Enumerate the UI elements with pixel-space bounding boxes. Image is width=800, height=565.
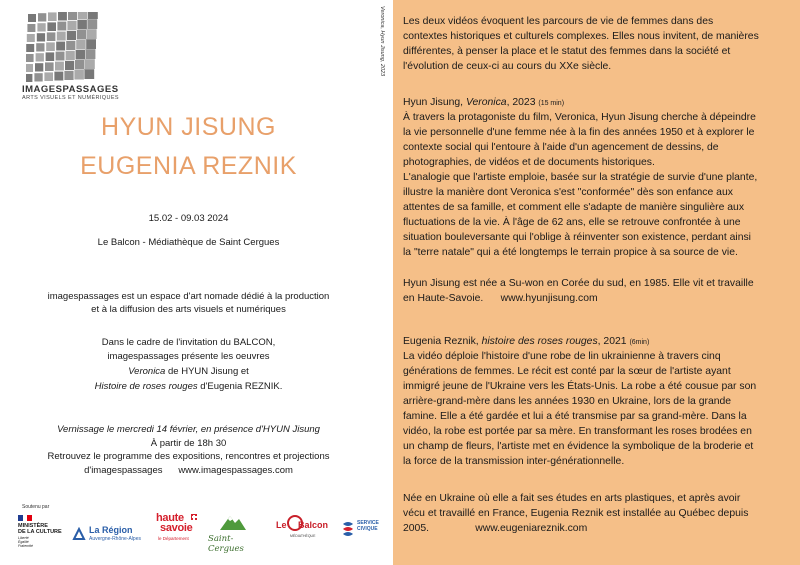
intro-line: contextes historiques et culturels complexes. Elles nous invitent, de manières — [403, 31, 759, 42]
intro-line: différentes, à penser la place et le statut des femmes dans la société et — [403, 46, 731, 57]
le-balcon-logo: Le Balcon MÉDIATHÈQUE — [276, 514, 336, 550]
service-civique-icon — [342, 520, 354, 538]
logo-grid-square — [47, 22, 56, 31]
intro-line: Les deux vidéos évoquent les parcours de vie de femmes dans des — [403, 16, 714, 27]
intro-line-2: et à la diffusion des arts visuels et numériques — [91, 304, 286, 315]
logo-grid-square — [36, 53, 44, 61]
logo-grid-square — [77, 30, 87, 40]
intro-line: l'évolution de ceux-ci au cours du XXe siècle. — [403, 61, 612, 72]
logo-grid-square — [64, 71, 73, 80]
logo-grid-square — [48, 12, 57, 21]
logo-grid-square — [37, 23, 45, 31]
logo-grid-square — [76, 40, 86, 50]
work1-text-line: L'analogie que l'artiste emploie, basée sur la stratégie de survie d'une plante, — [403, 172, 758, 183]
work1-text-line: attentes de sa famille, et comment elle s'adapte de manière singulière aux — [403, 202, 745, 213]
imagespassages-logo-icon — [26, 12, 98, 84]
logo-tagline: ARTS VISUELS ET NUMÉRIQUES — [22, 95, 119, 101]
logo-grid-square — [26, 74, 32, 82]
logo-grid-square — [87, 29, 97, 39]
logo-grid-square — [58, 12, 67, 21]
right-intro — [403, 14, 785, 74]
saint-cergues-logo: Saint-Cergues — [206, 512, 262, 552]
bio2-line: Née en Ukraine où elle a fait ses études en arts plastiques, et après avoir — [403, 493, 741, 504]
work1-text-line: illustre la manière dont Veronica s'est "conformée" dès son enfance aux — [403, 187, 733, 198]
logo-grid-square — [35, 63, 43, 71]
logo-grid-square — [88, 12, 98, 19]
logo-grid-square — [75, 60, 85, 70]
logo-grid-square — [46, 52, 55, 61]
exhibition-venue: Le Balcon - Médiathèque de Saint Cergues — [97, 237, 280, 248]
work2-description — [403, 349, 785, 469]
haute-savoie-logo: haute savoie le Département — [156, 512, 202, 552]
left-page — [0, 0, 377, 565]
logo-grid-square — [26, 64, 33, 72]
logo-grid-square — [45, 62, 54, 71]
work2-heading: Eugenia Reznik, histoire des roses rouges, 2021 (6min) — [403, 336, 650, 347]
work2-text-line: immigré jeune de l'Ukraine vers les États-Unis. La robe a été cousue par son — [403, 381, 757, 392]
logo-grid-square — [34, 73, 42, 81]
logo-grid-square — [46, 42, 55, 51]
work2-text-line: famine. Elle a été gardée et lui a été transmise par sa grand-mère. Dans la — [403, 411, 747, 422]
logo-grid-square — [57, 32, 66, 41]
logo-grid-square — [57, 22, 66, 31]
artist-title-1: HYUN JISUNG — [101, 113, 276, 141]
logo-grid-square — [66, 41, 75, 50]
logo-grid-square — [36, 43, 44, 51]
logo-grid-square — [68, 12, 77, 20]
logo-grid-square — [65, 61, 74, 70]
french-flag-icon — [18, 515, 32, 521]
logo-grid-square — [56, 52, 65, 61]
logo-grid-square — [84, 69, 94, 79]
logo-grid-square — [37, 33, 45, 41]
work-title-veronica: Veronica — [128, 366, 166, 377]
logo-grid-square — [67, 21, 76, 30]
logo-grid-square — [38, 13, 46, 21]
logo-grid-square — [47, 32, 56, 41]
presentation-line-1: Dans le cadre de l'invitation du BALCON, — [101, 337, 276, 348]
intro-line-1: imagespassages est un espace d'art nomade dédié à la production — [47, 291, 330, 302]
savoie-cross-icon — [191, 514, 197, 520]
program-line-2: d'imagespassages www.imagespassages.com — [84, 465, 293, 476]
logo-grid-square — [66, 51, 75, 60]
work1-text-line: fluctuations de la vie. À l'âge de 62 ans, elle se retrouve confrontée à une — [403, 217, 741, 228]
mountain-icon — [218, 512, 248, 532]
work1-text-line: contexte social qui l'entoure à l'aide d'un agencement de dessins, de — [403, 142, 719, 153]
logo-grid-square — [28, 14, 36, 22]
bio2-line: 2005. www.eugeniareznik.com — [403, 523, 588, 534]
logo-grid-square — [78, 12, 88, 20]
logo-grid-square — [85, 59, 95, 69]
logo-grid-square — [54, 72, 63, 81]
ministere-culture-logo: MINISTÈRE DE LA CULTURE Liberté Égalité Fraternité — [18, 515, 66, 559]
program-line-1: Retrouvez le programme des expositions, rencontres et projections — [47, 451, 330, 462]
artist2-bio — [403, 491, 785, 536]
logo-grid-square — [76, 50, 86, 60]
logo-grid-square — [55, 62, 64, 71]
work-title-roses: Histoire de roses rouges — [94, 381, 198, 392]
artist-title-2: EUGENIA REZNIK — [80, 152, 297, 180]
artist1-bio — [403, 276, 785, 306]
logo-grid-square — [86, 49, 96, 59]
work1-description — [403, 110, 785, 260]
logo-grid-square — [26, 54, 34, 62]
exhibition-dates: 15.02 - 09.03 2024 — [148, 213, 229, 224]
logo-grid-square — [74, 70, 84, 80]
work1-text-line: À travers la protagoniste du film, Veronica, Hyun Jisung cherche à dépeindre — [403, 112, 756, 123]
logo-grid-square — [87, 19, 97, 29]
logo-grid-square — [67, 31, 76, 40]
bio2-line: vécu et travaillé en France, Eugenia Reznik est installée au Québec depuis — [403, 508, 749, 519]
logo-grid-square — [27, 34, 35, 42]
sponsors-label: Soutenu par — [22, 504, 50, 510]
logo-grid-square — [56, 42, 65, 51]
work1-heading: Hyun Jisung, Veronica, 2023 (15 min) — [403, 97, 565, 108]
logo-grid-square — [77, 20, 87, 30]
vernissage-time: À partir de 18h 30 — [150, 438, 227, 449]
region-aura-logo: La Région Auvergne-Rhône-Alpes — [72, 525, 152, 549]
presentation-line-3: Veronica de HYUN Jisung et — [128, 366, 249, 377]
work1-text-line: photographies, de vidéos et de documents historiques. — [403, 157, 655, 168]
logo-grid-square — [26, 44, 34, 52]
presentation-line-2: imagespassages présente les oeuvres — [107, 351, 270, 362]
work2-text-line: un champ de fleurs, l'artiste met en évidence la symbolique de la broderie et — [403, 441, 754, 452]
work1-text-line: la vie personnelle d'une femme née à la fin des années 1950 et à explorer le — [403, 127, 755, 138]
logo-name: IMAGESPASSAGES — [22, 84, 119, 95]
service-civique-text: SERVICE CIVIQUE — [357, 520, 379, 532]
vernissage-line: Vernissage le mercredi 14 février, en présence d'HYUN Jisung — [57, 424, 320, 435]
logo-grid-square — [27, 24, 35, 32]
vertical-caption: Veronica, Hyun Jisung, 2023 — [379, 6, 385, 77]
work1-text-line: la "terre natale" qui a été longtemps le terrain propice à sa source de vie. — [403, 247, 738, 258]
bio1-line: en Haute-Savoie. www.hyunjisung.com — [403, 293, 598, 304]
work2-text-line: vidéo, la robe est portée par sa mère. En transformant les roses brodées en — [403, 426, 752, 437]
presentation-line-4: Histoire de roses rouges d'Eugenia REZNIK. — [94, 381, 283, 392]
work2-text-line: arrière-grand-mère dans les années 1930 en Ukraine, lors de la grande — [403, 396, 732, 407]
bio1-line: Hyun Jisung est née a Su-won en Corée du sud, en 1985. Elle vit et travaille — [403, 278, 754, 289]
logo-grid-square — [44, 72, 53, 81]
region-icon — [72, 527, 86, 541]
logo-grid-square — [86, 39, 96, 49]
work2-text-line: générations de femmes. Le récit est conté par la sœur de l'artiste ayant — [403, 366, 731, 377]
work1-text-line: situation bouleversante qui l'oblige à réinventer son existence, perdant ainsi — [403, 232, 751, 243]
work2-text-line: La vidéo déploie l'histoire d'une robe de lin ukrainienne à travers cinq — [403, 351, 721, 362]
work2-text-line: la force de la transmission inter-générationnelle. — [403, 456, 625, 467]
